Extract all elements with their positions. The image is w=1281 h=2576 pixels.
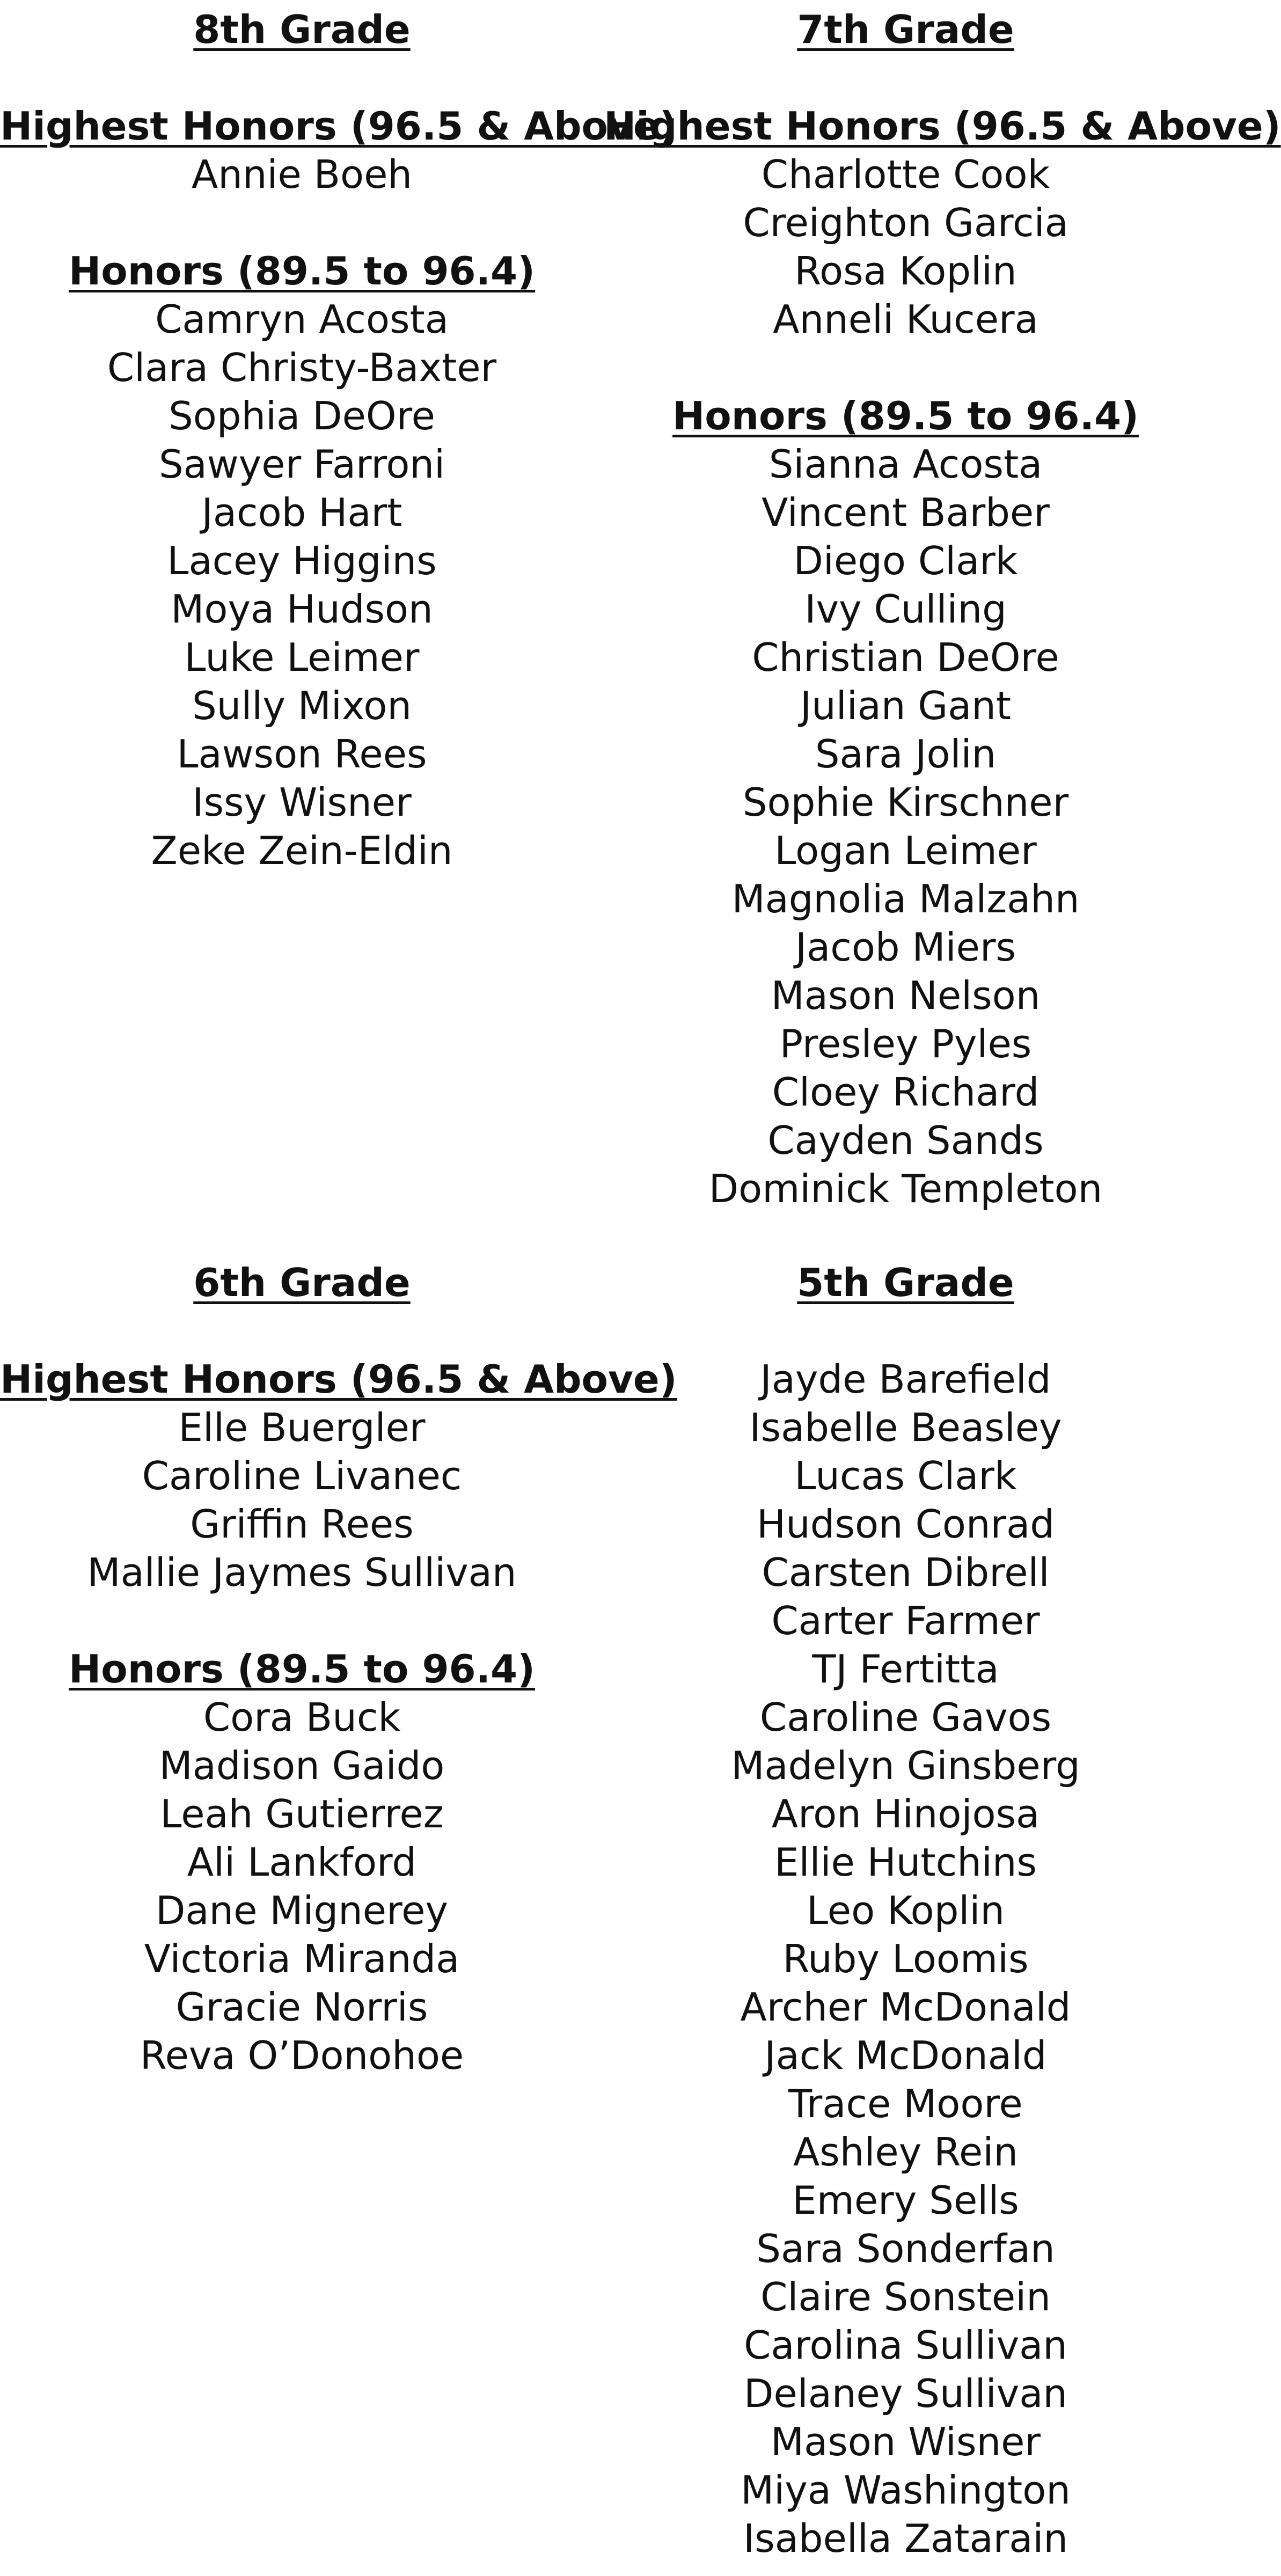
student-name: Lucas Clark xyxy=(794,1453,1017,1498)
student-name: Victoria Miranda xyxy=(144,1936,460,1981)
student-name: Gracie Norris xyxy=(175,1985,428,2030)
student-name: Cayden Sands xyxy=(767,1118,1044,1163)
student-name: Caroline Livanec xyxy=(142,1453,462,1498)
student-name: Lacey Higgins xyxy=(167,538,437,583)
student-name: Cloey Richard xyxy=(772,1070,1040,1115)
student-name: Lawson Rees xyxy=(177,731,427,777)
student-name: Isabelle Beasley xyxy=(749,1405,1062,1450)
grade-7-highest-heading: Highest Honors (96.5 & Above) xyxy=(604,104,1281,149)
grade-6-highest-list xyxy=(0,1403,604,1597)
student-name: Annie Boeh xyxy=(191,152,413,197)
grade-7-honors-heading: Honors (89.5 to 96.4) xyxy=(672,393,1139,438)
student-name: Claire Sonstein xyxy=(760,2274,1051,2319)
grade-5-student-list xyxy=(604,1355,1207,2563)
student-name: Camryn Acosta xyxy=(155,297,449,342)
student-name: Sawyer Farroni xyxy=(158,442,445,487)
grade-6-section xyxy=(0,1258,677,2080)
grade-6-honors-list xyxy=(0,1693,604,2080)
student-name: Clara Christy-Baxter xyxy=(107,345,497,390)
student-name: Diego Clark xyxy=(793,538,1018,583)
student-name: Carsten Dibrell xyxy=(762,1550,1050,1595)
student-name: Sophia DeOre xyxy=(169,393,435,438)
student-name: Ali Lankford xyxy=(187,1840,417,1885)
student-name: Mallie Jaymes Sullivan xyxy=(87,1550,517,1595)
student-name: Dane Mignerey xyxy=(155,1888,449,1933)
student-name: Caroline Gavos xyxy=(759,1695,1052,1740)
student-name: Ivy Culling xyxy=(804,587,1007,632)
student-name: Carolina Sullivan xyxy=(744,2323,1067,2368)
student-name: TJ Fertitta xyxy=(812,1646,999,1692)
grade-8-title: 8th Grade xyxy=(193,7,411,52)
student-name: Zeke Zein-Eldin xyxy=(151,828,453,873)
student-name: Julian Gant xyxy=(800,683,1012,728)
student-name: Christian DeOre xyxy=(752,635,1059,680)
grade-7-title: 7th Grade xyxy=(797,7,1014,52)
grade-7-highest-list xyxy=(604,150,1207,343)
student-name: Vincent Barber xyxy=(762,490,1050,535)
grade-8-section xyxy=(0,5,677,875)
grade-7-honors-list xyxy=(604,440,1207,1213)
student-name: Reva O’Donohoe xyxy=(140,2033,464,2078)
student-name: Sophie Kirschner xyxy=(742,780,1069,825)
student-name: Issy Wisner xyxy=(192,780,412,825)
grade-8-honors-heading: Honors (89.5 to 96.4) xyxy=(69,248,535,294)
student-name: Ashley Rein xyxy=(793,2129,1018,2175)
student-name: Luke Leimer xyxy=(184,635,420,680)
student-name: Hudson Conrad xyxy=(757,1502,1055,1547)
student-name: Carter Farmer xyxy=(771,1598,1040,1643)
student-name: Emery Sells xyxy=(792,2178,1019,2223)
student-name: Ellie Hutchins xyxy=(774,1840,1037,1885)
grade-8-honors-list xyxy=(0,295,604,875)
student-name: Aron Hinojosa xyxy=(771,1791,1040,1836)
student-name: Presley Pyles xyxy=(779,1021,1032,1066)
grade-6-honors-heading: Honors (89.5 to 96.4) xyxy=(69,1646,535,1692)
student-name: Magnolia Malzahn xyxy=(731,876,1080,921)
student-name: Leo Koplin xyxy=(806,1888,1005,1933)
grade-8-highest-list xyxy=(0,150,604,199)
student-name: Miya Washington xyxy=(741,2468,1071,2513)
student-name: Moya Hudson xyxy=(171,587,433,632)
grade-8-highest-heading: Highest Honors (96.5 & Above) xyxy=(0,104,677,149)
student-name: Mason Wisner xyxy=(771,2419,1041,2464)
student-name: Mason Nelson xyxy=(771,973,1041,1018)
student-name: Ruby Loomis xyxy=(782,1936,1029,1981)
student-name: Trace Moore xyxy=(788,2081,1023,2126)
student-name: Charlotte Cook xyxy=(761,152,1050,197)
student-name: Sianna Acosta xyxy=(768,442,1043,487)
student-name: Anneli Kucera xyxy=(773,297,1038,342)
student-name: Isabella Zatarain xyxy=(743,2516,1068,2561)
grade-5-section xyxy=(604,1258,1207,2563)
student-name: Madelyn Ginsberg xyxy=(731,1743,1080,1788)
student-name: Sully Mixon xyxy=(192,683,412,728)
grade-7-section xyxy=(604,5,1281,1213)
student-name: Cora Buck xyxy=(203,1695,401,1740)
student-name: Jacob Hart xyxy=(201,490,402,535)
grade-5-title: 5th Grade xyxy=(797,1260,1014,1305)
student-name: Leah Gutierrez xyxy=(160,1791,444,1836)
student-name: Elle Buergler xyxy=(178,1405,426,1450)
student-name: Logan Leimer xyxy=(774,828,1037,873)
grade-6-title: 6th Grade xyxy=(193,1260,411,1305)
student-name: Dominick Templeton xyxy=(708,1166,1103,1211)
student-name: Madison Gaido xyxy=(159,1743,445,1788)
student-name: Jacob Miers xyxy=(795,925,1016,970)
student-name: Jayde Barefield xyxy=(760,1357,1051,1402)
student-name: Jack McDonald xyxy=(764,2033,1047,2078)
student-name: Archer McDonald xyxy=(740,1985,1071,2030)
student-name: Creighton Garcia xyxy=(743,200,1068,245)
grade-6-highest-heading: Highest Honors (96.5 & Above) xyxy=(0,1357,677,1402)
student-name: Sara Jolin xyxy=(815,731,997,777)
student-name: Delaney Sullivan xyxy=(744,2371,1067,2416)
student-name: Rosa Koplin xyxy=(794,248,1017,294)
student-name: Griffin Rees xyxy=(190,1502,414,1547)
student-name: Sara Sonderfan xyxy=(756,2226,1055,2271)
